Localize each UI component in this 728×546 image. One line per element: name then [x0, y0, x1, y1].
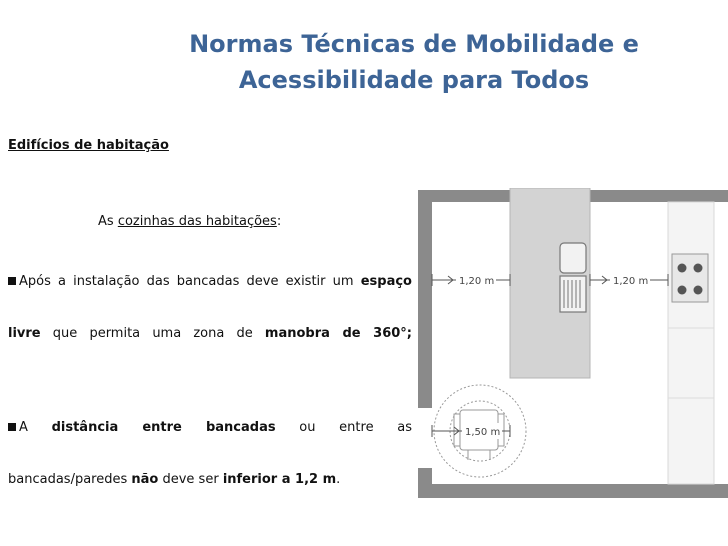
bullet2-text-1: A — [19, 420, 52, 435]
title-line-2: Acessibilidade para Todos — [238, 66, 590, 94]
cooktop-icon — [672, 254, 708, 302]
bullet1-bold-2: manobra de 360°; — [264, 326, 412, 341]
bullet2-bold-2: não — [131, 472, 159, 487]
bullet1-bold-1: espaço livre — [8, 274, 412, 341]
intro-prefix: As — [98, 214, 118, 229]
section-heading: Edifícios de habitação — [8, 138, 169, 153]
bullet1-text-1: Após a instalação das bancadas deve existir um — [19, 274, 361, 289]
slide-title — [0, 26, 728, 98]
bullet2-bold-1: distância entre bancadas — [51, 420, 276, 435]
intro-suffix: : — [276, 214, 282, 229]
dimension-left-label: 1,20 m — [459, 276, 495, 287]
dimension-bottom-label: 1,50 m — [465, 427, 501, 438]
intro-line — [98, 214, 398, 229]
intro-link: cozinhas das habitações — [117, 214, 277, 229]
kitchen-floor-plan — [418, 188, 728, 498]
sink-icon — [560, 243, 586, 312]
bullet-square-icon — [8, 277, 16, 285]
bullet-square-icon — [8, 423, 16, 431]
dimension-right-label: 1,20 m — [613, 276, 649, 287]
bullet-paragraph-1 — [8, 256, 412, 360]
right-counter — [668, 202, 714, 484]
bullet2-text-2: ou entre as bancadas/paredes — [8, 420, 412, 487]
bullet-paragraph-2 — [8, 402, 412, 506]
title-line-1: Normas Técnicas de Mobilidade e — [189, 30, 639, 58]
bullet1-text-2: que permita uma zona de — [40, 326, 265, 341]
bullet2-text-4: . — [336, 472, 341, 487]
bullet2-bold-3: inferior a 1,2 m — [222, 472, 337, 487]
bullet2-text-3: deve ser — [158, 472, 223, 487]
plan-floor-opening — [418, 408, 432, 468]
